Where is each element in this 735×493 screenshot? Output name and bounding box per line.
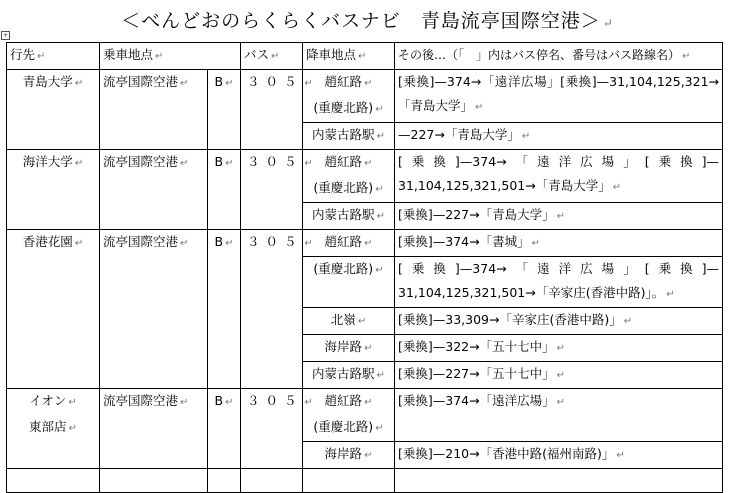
- empty-cell: [100, 469, 208, 493]
- after-cell: [乗換]—374→「書城」 ↵: [395, 230, 723, 257]
- alight-cell: 趙紅路 ↵: [303, 230, 395, 257]
- after-cell: [乗換]—227→「五十七中」 ↵: [395, 362, 723, 389]
- title-text: ＜べんどおのらくらくバスナビ 青島流亭国際空港＞: [121, 10, 601, 32]
- dest-cell: 青島大学 ↵: [7, 70, 100, 150]
- empty-cell: [208, 469, 241, 493]
- dest-cell: 香港花園 ↵: [7, 230, 100, 389]
- table-move-handle-icon[interactable]: +: [2, 32, 9, 39]
- bus-cell: ３０５ ↵: [241, 230, 303, 389]
- empty-cell: [303, 469, 395, 493]
- alight-cell: 趙紅路 ↵ (重慶北路) ↵: [303, 150, 395, 203]
- alight-cell: 内蒙古路駅 ↵: [303, 123, 395, 150]
- paragraph-mark-icon: ↵: [37, 51, 46, 62]
- empty-cell: [7, 469, 100, 493]
- empty-cell: [395, 469, 723, 493]
- alight-cell: 趙紅路 ↵ (重慶北路) ↵: [303, 70, 395, 123]
- empty-cell: [241, 469, 303, 493]
- after-cell: —227→「青島大学」 ↵: [395, 123, 723, 150]
- after-cell: [乗換]—374→「遠洋広場」[乗換]—31,104,125,321→「青島大学」 ↵: [395, 70, 723, 123]
- bus-cell: ３０５ ↵: [241, 70, 303, 150]
- platform-cell: B ↵: [208, 389, 241, 469]
- paragraph-mark-icon: ↵: [682, 51, 691, 62]
- table-row: [7, 389, 723, 442]
- alight-cell: (重慶北路) ↵: [303, 257, 395, 308]
- platform-cell: B ↵: [208, 230, 241, 389]
- after-cell: [乗換]—210→「香港中路(福州南路)」 ↵: [395, 442, 723, 469]
- after-cell: [乗換]—227→「青島大学」 ↵: [395, 203, 723, 230]
- platform-cell: B ↵: [208, 150, 241, 230]
- table-row: [7, 70, 723, 123]
- after-cell: [乗換]—322→「五十七中」 ↵: [395, 335, 723, 362]
- header-bus: バス ↵: [241, 43, 303, 70]
- page-title: [0, 6, 735, 33]
- header-alight: 降車地点 ↵: [303, 43, 395, 70]
- boarding-cell: 流亭国際空港 ↵: [100, 230, 208, 389]
- table-header-row: [7, 43, 723, 70]
- alight-cell: 北嶺 ↵: [303, 308, 395, 335]
- dest-cell: イオン ↵ 東部店 ↵: [7, 389, 100, 469]
- alight-cell: 内蒙古路駅 ↵: [303, 203, 395, 230]
- alight-cell: 海岸路 ↵: [303, 442, 395, 469]
- header-dest: 行先 ↵: [7, 43, 100, 70]
- paragraph-mark-icon: ↵: [155, 51, 164, 62]
- dest-cell: 海洋大学 ↵: [7, 150, 100, 230]
- header-after: その後…（「 」内はバス停名、番号はバス路線名） ↵: [395, 43, 723, 70]
- paragraph-mark-icon: ↵: [602, 16, 614, 30]
- after-cell: [乗換]—374→「遠洋広場」[乗換]—31,104,125,321,501→「青島大学」 ↵: [395, 150, 723, 203]
- alight-cell: 内蒙古路駅 ↵: [303, 362, 395, 389]
- bus-cell: ３０５ ↵: [241, 389, 303, 469]
- header-boarding: 乗車地点 ↵: [100, 43, 241, 70]
- table-row: [7, 230, 723, 257]
- platform-cell: B ↵: [208, 70, 241, 150]
- bus-route-table: [6, 42, 723, 493]
- paragraph-mark-icon: ↵: [271, 51, 280, 62]
- alight-cell: 趙紅路 ↵ (重慶北路) ↵: [303, 389, 395, 442]
- table-row: [7, 469, 723, 493]
- after-cell: [乗換]—374→「遠洋広場」[乗換]—31,104,125,321,501→「辛家庄(香港中路)」。 ↵: [395, 257, 723, 308]
- table-row: [7, 150, 723, 203]
- boarding-cell: 流亭国際空港 ↵: [100, 70, 208, 150]
- boarding-cell: 流亭国際空港 ↵: [100, 150, 208, 230]
- bus-cell: ３０５ ↵: [241, 150, 303, 230]
- after-cell: [乗換]—33,309→「辛家庄(香港中路)」 ↵: [395, 308, 723, 335]
- after-cell: [乗換]—374→「遠洋広場」 ↵: [395, 389, 723, 442]
- boarding-cell: 流亭国際空港 ↵: [100, 389, 208, 469]
- paragraph-mark-icon: ↵: [358, 51, 367, 62]
- alight-cell: 海岸路 ↵: [303, 335, 395, 362]
